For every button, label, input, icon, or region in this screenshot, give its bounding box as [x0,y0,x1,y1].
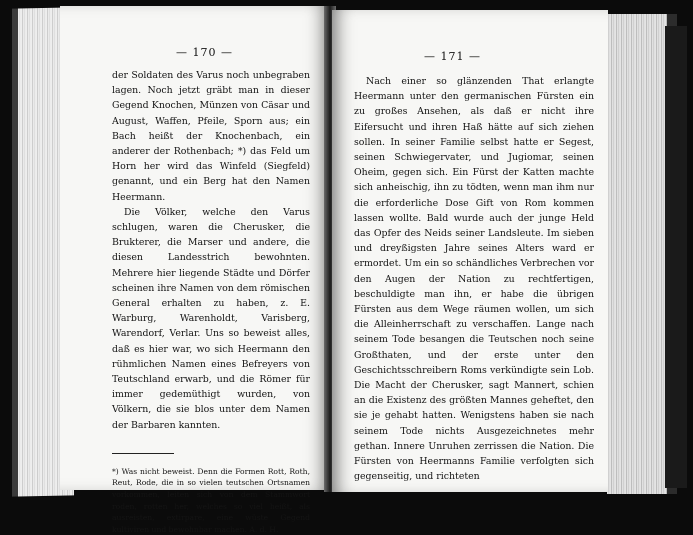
left-page-number: — 170 — [176,46,233,59]
left-page-body [112,68,310,433]
right-page-body [354,74,594,484]
footnote-divider [112,453,174,454]
left-paragraph-1: der Soldaten des Varus noch unbegraben lagen. Noch jetzt gräbt man in dieser Gegend Knochen, Münzen von Cäsar und August, Waffen, Pfeile, Sporn aus; ein Bach heißt der Knochenbach, ein anderer der Rothenbach; *) das Feld um Horn her wird das Winfeld (Siegfeld) genannt, und ein Berg hat den Namen Heermann. [112,70,310,203]
right-page-number: — 171 — [424,50,481,63]
book-cover-edge [665,26,687,488]
left-paragraph-2: Die Völker, welche den Varus schlugen, waren die Cherusker, die Brukterer, die Marser und andere, die diesen Landesstrich bewohnten. Mehrere hier liegende Städte und Dörfer scheinen ihre Namen von dem römischen General erhalten zu haben, z. E. Warburg, Warenholdt, Varisberg, Warendorf, Verlar. Uns so beweist alles, daß es hier war, wo sich Heermann den rühmlichen Namen eines Befreyers von Teutschland erwarb, und die Römer für immer gedemüthigt wurden, von Völkern, die sie blos unter dem Namen der Barbaren kannten. [112,206,310,431]
footnote: *) Was nicht beweist. Denn die Formen Rott, Roth, Reut, Rode, die in so vielen teutschen Ortsnamen vorkommen, leiten sich von dem Stammwort roden, rotten her, welches so viel heißt, als ausreisten, extirpare, eine wüste Gegend kultiviren und bewohnbar machen. A. d. H. [112,466,310,534]
right-paragraph-1: Nach einer so glänzenden That erlangte Heermann unter den germanischen Fürsten ein zu großes Ansehen, als daß er nicht ihre Eifersucht und ihren Haß hätte auf sich ziehen sollen. In seiner Familie selbst hatte er Segest, seinen Schwiegervater, und Jugiomar, seinen Oheim, gegen sich. Ein Fürst der Katten machte sich anheischig, ihn zu tödten, wenn man ihm nur die erforderliche Dose Gift von Rom kommen lassen wollte. Bald wurde auch der junge Held das Opfer des Neids seiner Landsleute. Im sieben und dreyßigsten Jahre seines Alters ward er ermordet. Um ein so schändliches Verbrechen vor den Augen der Nation zu rechtfertigen, beschuldigte man ihn, er habe die übrigen Fürsten aus dem Wege räumen wollen, um sich die Alleinherrschaft zu verschaffen. Lange nach seinem Tode besangen die Teutschen noch seine Großthaten, und der erste unter den Geschichtsschreibern Roms verkündigte sein Lob. Die Macht der Cherusker, sagt Mannert, schien an die Existenz des größten Mannes geheftet, den sie je gehabt hatten. Wenigstens haben sie nach seinem Tode nichts Ausgezeichnetes mehr gethan. Innere Unruhen zerrissen die Nation. Die Fürsten von Heermanns Familie verfolgten sich gegenseitig, und richteten [354,76,594,483]
left-page [60,6,328,534]
right-page [332,10,608,492]
